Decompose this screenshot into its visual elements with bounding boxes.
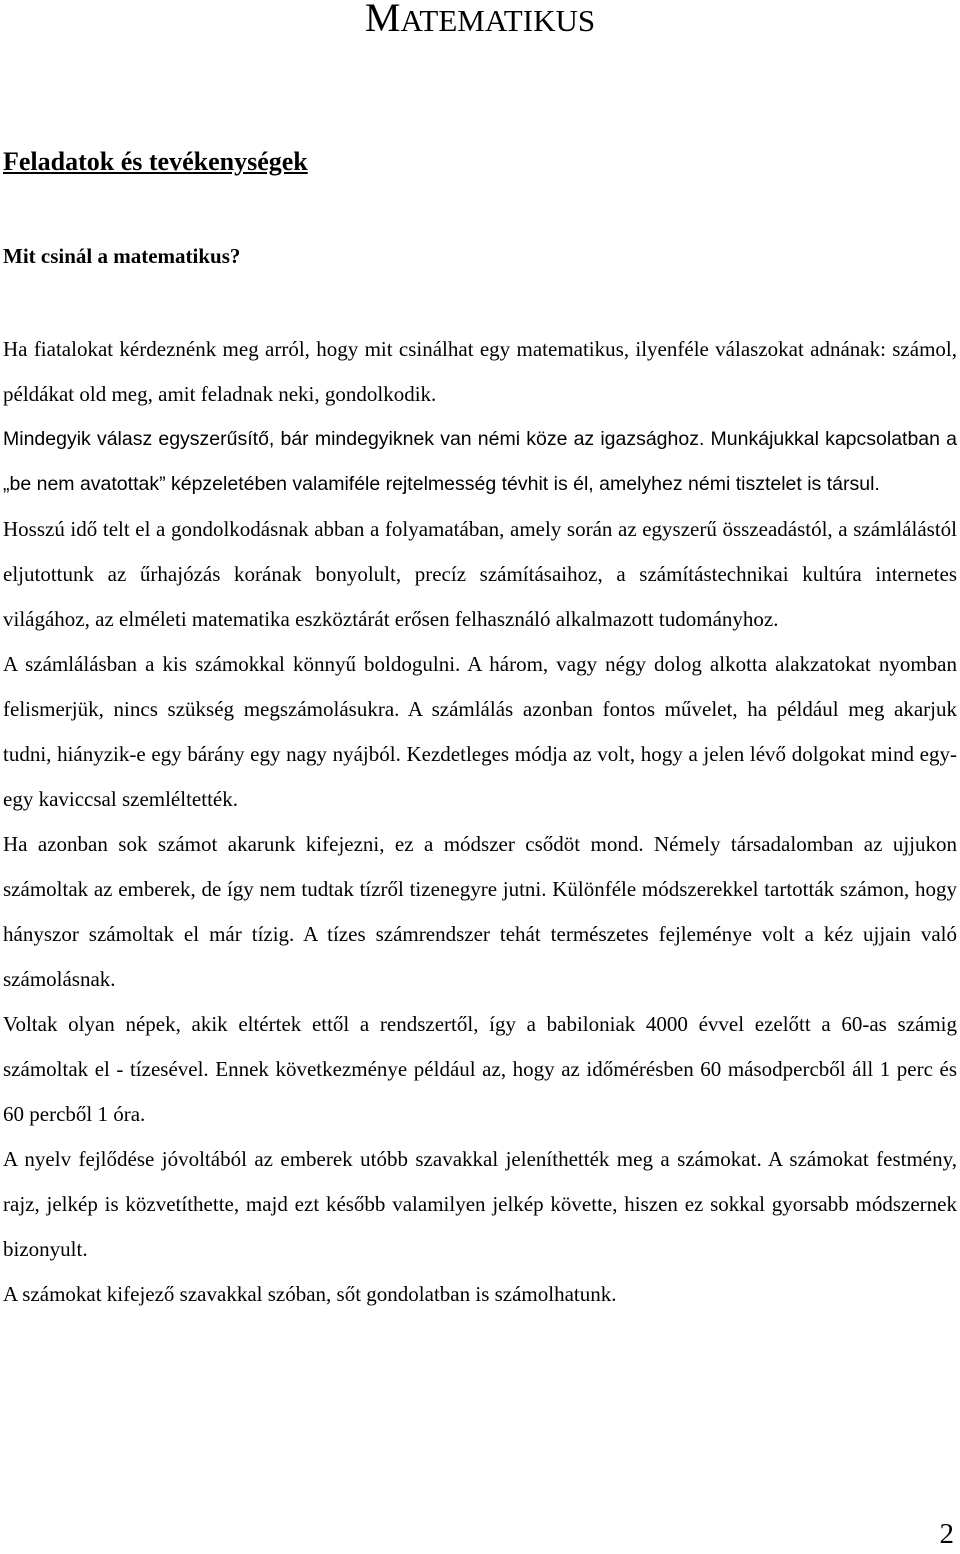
paragraph-7: A nyelv fejlődése jóvoltából az emberek utóbb szavakkal jeleníthették meg a számokat. A számokat festmény, rajz, jelkép is közvetíthette, majd ezt később valamilyen jelkép követte, hiszen ez sokkal gyorsabb módszernek bizonyult. xyxy=(3,1147,957,1261)
paragraph-1: Ha fiatalokat kérdeznénk meg arról, hogy mit csinálhat egy matematikus, ilyenféle válaszokat adnának: számol, példákat old meg, amit feladnak neki, gondolkodik. xyxy=(3,337,957,406)
title-initial: M xyxy=(364,0,401,40)
paragraph-5: Ha azonban sok számot akarunk kifejezni, ez a módszer csődöt mond. Némely társadalomban az ujjukon számoltak az emberek, de így nem tudtak tízről tizenegyre jutni. Különféle módszerekkel tartották számon, hogy hányszor számoltak el már tízig. A tízes számrendszer tehát természetes fejleménye volt a kéz ujjain való számolásnak. xyxy=(3,832,957,991)
question-heading: Mit csinál a matematikus? xyxy=(3,244,241,268)
section-heading: Feladatok és tevékenységek xyxy=(3,147,308,176)
paragraph-6: Voltak olyan népek, akik eltértek ettől a rendszertől, így a babiloniak 4000 évvel ezelőtt a 60-as számig számoltak el - tízesével. Ennek következménye például az, hogy az időmérésben 60 másodpercből áll 1 perc és 60 percből 1 óra. xyxy=(3,1012,957,1126)
title-rest: ATEMATIKUS xyxy=(400,3,596,38)
paragraph-8: A számokat kifejező szavakkal szóban, sőt gondolatban is számolhatunk. xyxy=(3,1282,617,1306)
paragraph-2: Mindegyik válasz egyszerűsítő, bár mindegyiknek van némi köze az igazsághoz. Munkájukkal kapcsolatban a „be nem avatottak” képzeletében valamiféle rejtelmesség tévhit is él, amelyhez némi tisztelet is társul. xyxy=(3,428,957,495)
paragraph-3: Hosszú idő telt el a gondolkodásnak abban a folyamatában, amely során az egyszerű összeadástól, a számlálástól eljutottunk az űrhajózás korának bonyolult, precíz számításaihoz, a számítástechnikai kultúra internetes világához, az elméleti matematika eszköztárát erősen felhasználó alkalmazott tudományhoz. xyxy=(3,517,957,631)
page-number: 2 xyxy=(939,1518,954,1550)
document-title xyxy=(0,0,960,49)
body-text xyxy=(3,327,957,1317)
paragraph-4: A számlálásban a kis számokkal könnyű boldogulni. A három, vagy négy dolog alkotta alakzatokat nyomban felismerjük, nincs szükség megszámolásukra. A számlálás azonban fontos művelet, ha például meg akarjuk tudni, hiányzik-e egy bárány egy nagy nyájból. Kezdetleges módja az volt, hogy a jelen lévő dolgokat mind egy-egy kaviccsal szemléltették. xyxy=(3,652,957,811)
